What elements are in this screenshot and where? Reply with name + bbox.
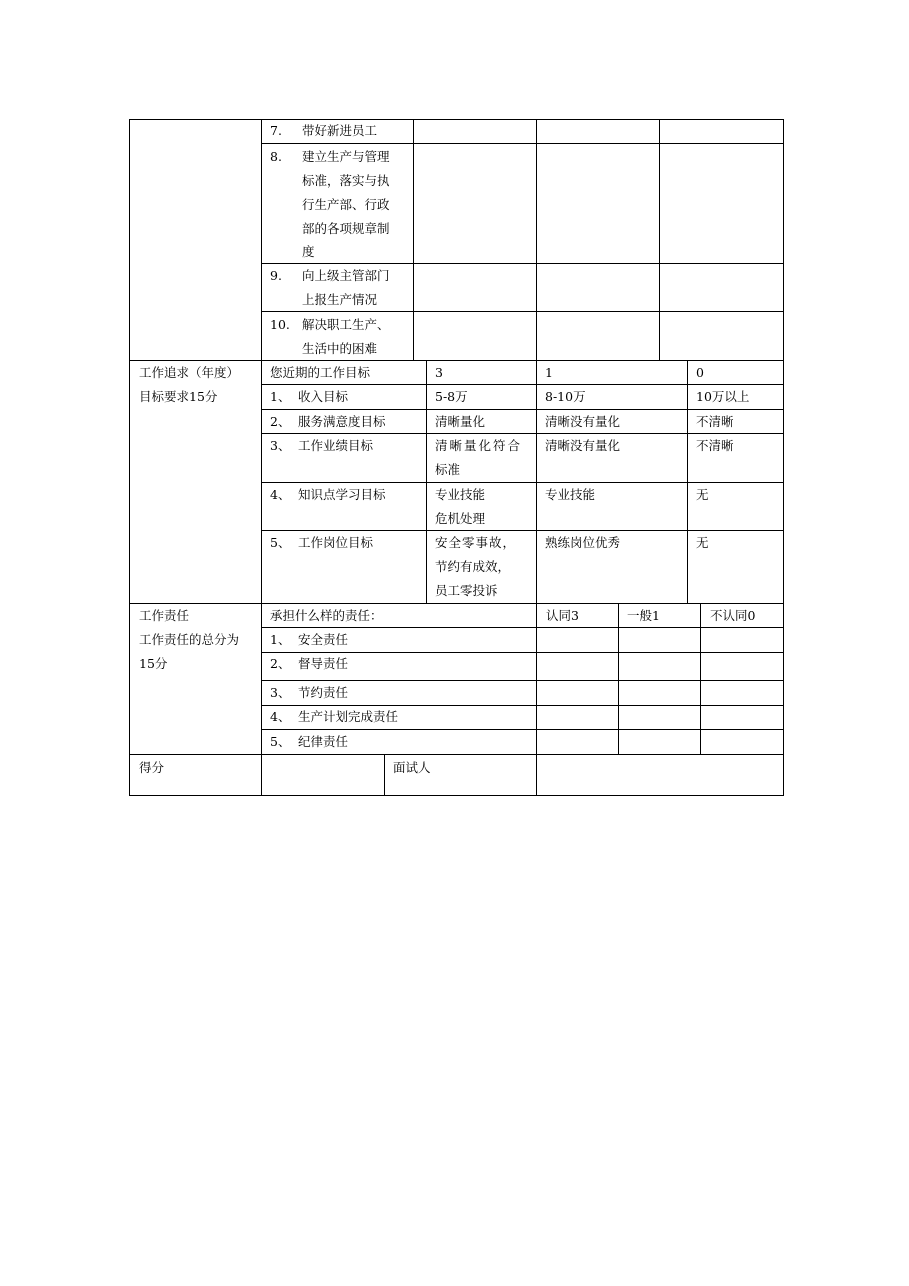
item-number: 10.: [270, 317, 290, 332]
row-label: 生产计划完成责任: [298, 709, 399, 724]
column-header: 您近期的工作目标: [270, 365, 371, 380]
table-row: [270, 730, 348, 754]
row-number: 4、: [270, 709, 291, 724]
table-cell: 节约有成效，: [435, 559, 511, 574]
border-left: [129, 119, 130, 796]
item-number: 7.: [270, 123, 282, 138]
score-label: 得分: [139, 760, 165, 775]
table-row: [270, 483, 386, 507]
row-divider-7: [261, 143, 784, 144]
row-number: 1、: [270, 632, 291, 647]
item-text: 行生产部、行政: [302, 197, 390, 212]
table-cell: 清晰量化: [435, 414, 486, 429]
row-label: 工作岗位目标: [298, 535, 374, 550]
table-cell: 专业技能: [435, 487, 486, 502]
border-top: [129, 119, 784, 120]
section-divider-3: [129, 754, 784, 755]
section-label: 工作追求（年度）: [139, 365, 240, 380]
section-label: 工作责任的总分为: [139, 632, 240, 647]
list-item: [270, 264, 390, 288]
col-divider-resp-2: [618, 603, 619, 754]
row-label: 安全责任: [298, 632, 349, 647]
section-label: 15分: [139, 656, 168, 671]
column-header: 3: [435, 365, 443, 380]
section-label: 工作责任: [139, 608, 190, 623]
table-cell: 清晰没有量化: [545, 438, 621, 453]
col-divider-top-2: [536, 119, 537, 361]
table-cell: 标准: [435, 462, 461, 477]
table-row: [270, 410, 386, 434]
column-header: 0: [696, 365, 704, 380]
item-text: 标准，落实与执: [302, 173, 390, 188]
table-cell: 危机处理: [435, 511, 486, 526]
item-number: 8.: [270, 149, 282, 164]
table-row: [270, 681, 348, 705]
row-label: 收入目标: [298, 389, 349, 404]
row-number: 1、: [270, 389, 291, 404]
item-text: 生活中的困难: [302, 341, 378, 356]
row-number: 3、: [270, 685, 291, 700]
row-label: 纪律责任: [298, 734, 349, 749]
border-bottom: [129, 795, 784, 796]
row-label: 工作业绩目标: [298, 438, 374, 453]
row-label: 节约责任: [298, 685, 349, 700]
item-text: 部的各项规章制: [302, 221, 390, 236]
list-item: [270, 313, 390, 337]
table-cell: 10万以上: [696, 389, 750, 404]
table-cell: 清晰量化符合: [435, 438, 523, 453]
table-row: [270, 531, 373, 555]
item-text: 解决职工生产、: [302, 317, 390, 332]
column-header: 不认同0: [710, 608, 756, 623]
table-cell: 无: [696, 487, 709, 502]
list-item: [270, 145, 390, 169]
col-divider-top-3: [659, 119, 660, 361]
item-text: 上报生产情况: [302, 292, 378, 307]
row-number: 5、: [270, 734, 291, 749]
table-row: [270, 652, 348, 676]
item-text: 度: [302, 244, 315, 259]
table-row: [270, 705, 398, 729]
col-divider-top-1: [413, 119, 414, 361]
table-row: [270, 385, 348, 409]
col-divider-resp-1: [536, 603, 537, 754]
column-header: 认同3: [546, 608, 579, 623]
section-divider-2: [129, 603, 784, 604]
col-divider-footer-1: [384, 754, 385, 796]
row-number: 2、: [270, 656, 291, 671]
list-item: [270, 119, 377, 143]
section-label: 目标要求15分: [139, 389, 218, 404]
table-row: [270, 628, 348, 652]
item-text: 向上级主管部门: [302, 268, 390, 283]
column-header: 1: [545, 365, 553, 380]
table-cell: 安全零事故，: [435, 535, 517, 550]
row-number: 4、: [270, 487, 291, 502]
row-label: 督导责任: [298, 656, 349, 671]
column-header: 一般1: [627, 608, 660, 623]
table-row: [270, 434, 373, 458]
item-text: 带好新进员工: [302, 123, 378, 138]
row-number: 3、: [270, 438, 291, 453]
row-number: 2、: [270, 414, 291, 429]
table-cell: 不清晰: [696, 438, 734, 453]
table-cell: 员工零投诉: [435, 583, 498, 598]
table-cell: 熟练岗位优秀: [545, 535, 621, 550]
border-right: [783, 119, 784, 796]
item-text: 建立生产与管理: [302, 149, 390, 164]
table-cell: 无: [696, 535, 709, 550]
col-divider-label: [261, 119, 262, 796]
interviewer-label: 面试人: [393, 760, 431, 775]
row-number: 5、: [270, 535, 291, 550]
col-divider-footer-2: [536, 754, 537, 796]
column-header: 承担什么样的责任：: [270, 608, 383, 623]
table-cell: 专业技能: [545, 487, 596, 502]
col-divider-resp-3: [700, 603, 701, 754]
table-cell: 不清晰: [696, 414, 734, 429]
table-cell: 清晰没有量化: [545, 414, 621, 429]
row-label: 知识点学习目标: [298, 487, 386, 502]
table-cell: 8-10万: [545, 389, 586, 404]
row-label: 服务满意度目标: [298, 414, 386, 429]
item-number: 9.: [270, 268, 282, 283]
table-cell: 5-8万: [435, 389, 468, 404]
